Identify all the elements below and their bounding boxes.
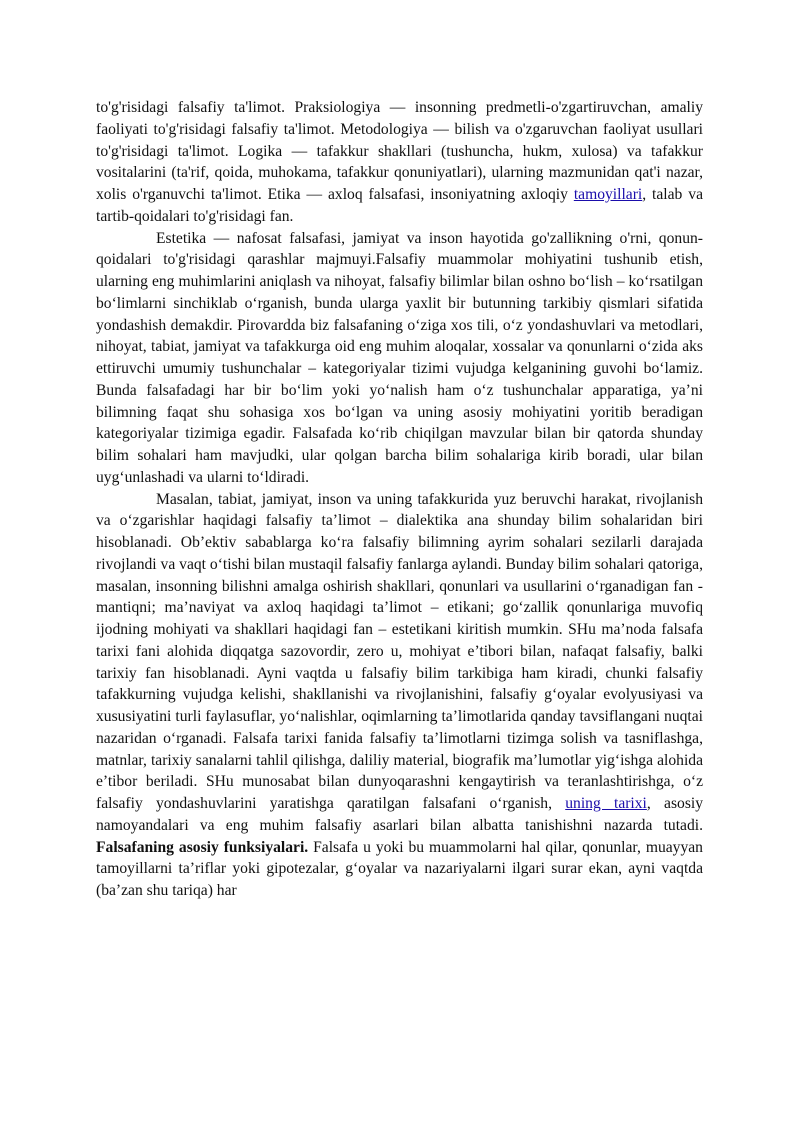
text-run: , asosiy namoyandalari va eng muhim falsafiy asarlari bilan albatta tanishishni nazarda tutadi. — [96, 795, 704, 834]
text-run: Estetika — nafosat falsafasi, jamiyat va inson hayotida go'zallikning o'rni, qonun-qoidalari to'g'risidagi qarashlar majmuyi.Falsafiy muammolar mohiyatini tushunib etish, ularning eng muhimlarini aniqlash va nihoyat, falsafiy bilimlar bilan oshno bo‘lish – ko‘rsatilgan bo‘limlarni sinchiklab o‘rganish, bunda ularga yaxlit bir butunning tarkibiy qismlari sifatida yondashish demakdir. Pirovardda biz falsafaning o‘ziga xos tili, o‘z yondashuvlari va metodlari, nihoyat, tabiat, jamiyat va tafakkurga oid eng muhim aloqalar, xossalar va qonunlarni o‘zida aks ettiruvchi umumiy tushunchalar – kategoriyalar tizimi vujudga kelganining guvohi bo‘lamiz. Bunda falsafadagi har bir bo‘lim yoki yo‘nalish ham o‘z tushunchalar apparatiga, ya’ni bilimning faqat shu sohasiga xos bo‘lgan va uning asosiy mohiyatini yoritib beradigan kategoriyalar tizimiga egadir. Falsafada ko‘rib chiqilgan mavzular bilan bir qatorda shunday bilim sohalari ham mavjudki, ular qolgan barcha bilim sohalariga kirib boradi, ular bilan uyg‘unlashadi va ularni to‘ldiradi. — [96, 229, 703, 486]
text-run: , talab va tartib-qoidalari to'g'risidagi fan. — [96, 186, 703, 225]
link-tamoyillari[interactable]: tamoyillari — [573, 186, 643, 203]
paragraph-philosophy-branches — [96, 97, 703, 228]
paragraph-estetika — [96, 228, 703, 489]
text-run: Masalan, tabiat, jamiyat, inson va uning tafakkurida yuz beruvchi harakat, rivojlanish va o‘zgarishlar haqidagi falsafiy ta’limot – dialektika ana shunday bilim sohalaridan biri hisoblanadi. Ob’ektiv sabablarga ko‘ra falsafiy bilimning ayrim sohalari sezilarli darajada rivojlandi va vaqt o‘tishi bilan mustaqil falsafiy fanlarga aylandi. Bunday bilim sohalari qatoriga, masalan, insonning bilishni amalga oshirish shakllari, qonunlari va usullarini o‘rganadigan fan - mantiqni; ma’naviyat va axloq haqidagi ta’limot – etikani; go‘zallik qonunlariga muvofiq ijodning mohiyati va shakllari haqidagi fan – estetikani kiritish mumkin. SHu ma’noda falsafa tarixi fani alohida diqqatga sazovordir, zero u, mohiyat e’tibori bilan, nafaqat falsafiy, balki tarixiy fan hisoblanadi. Ayni vaqtda u falsafiy bilim tarkibiga ham kiradi, chunki falsafiy tafakkurning vujudga kelishi, shakllanishi va rivojlanishini, falsafiy g‘oyalar evolyusiyasi va xususiyatini turli faylasuflar, yo‘nalishlar, oqimlarning ta’limotlarida qanday tavsiflangani nuqtai nazaridan o‘rganadi. Falsafa tarixi fanida falsafiy ta’limotlarni tizimga solish va tasniflashga, matnlar, tarixiy sanalarni tahlil qilishga, daliliy material, biografik ma’lumotlar yig‘ishga alohida e’tibor beriladi. SHu munosabat bilan dunyoqarashni kengaytirish va teranlashtirishga, o‘z falsafiy yondashuvlarini yaratishga qaratilgan falsafani o‘rganish, — [96, 490, 703, 812]
text-run: Falsafa u yoki bu muammolarni hal qilar, qonunlar, muayyan tamoyillarni ta’riflar yoki gipotezalar, g‘oyalar va nazariyalarni ilgari surar ekan, ayni vaqtda (ba’zan shu tariqa) har — [96, 838, 703, 899]
document-body — [96, 97, 703, 902]
text-run: to'g'risidagi falsafiy ta'limot. Praksiologiya — insonning predmetli-o'zgartiruvchan, amaliy faoliyati to'g'risidagi falsafiy ta'limot. Metodologiya — bilish va o'zgaruvchan faoliyat usullari to'g'risidagi ta'limot. Logika — tafakkur shakllari (tushuncha, hukm, xulosa) va tafakkur vositalarini (ta'rif, qoida, muhokama, tafakkur qonuniyatlari), ularning mazmunidan qat'i nazar, xolis o'rganuvchi ta'limot. Etika — axloq falsafasi, insoniyatning axloqiy — [96, 99, 703, 203]
paragraph-dialektika — [96, 489, 703, 902]
link-uning-tarixi[interactable]: uning tarixi — [565, 795, 647, 812]
section-heading-functions: Falsafaning asosiy funksiyalari. — [96, 838, 309, 856]
